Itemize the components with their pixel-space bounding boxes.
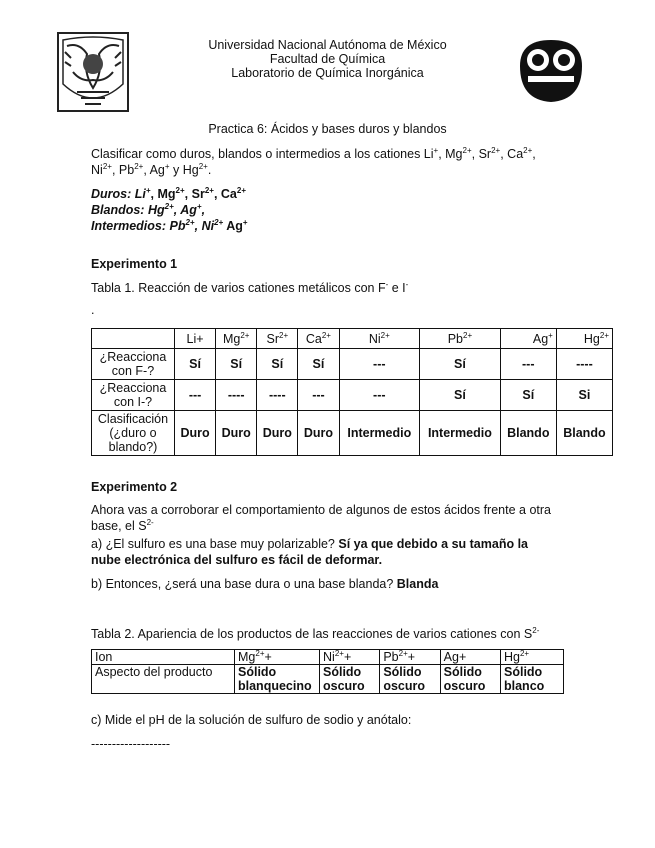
- answer-blandos: Blandos: $Hg^{2+}$, Ag+,: [91, 201, 206, 217]
- answer-dash-line: -------------------: [91, 737, 171, 751]
- table1-row-label: ¿Reacciona con I-?: [92, 380, 175, 411]
- table1-cell: ---: [298, 380, 339, 411]
- table1-cell: Blando: [556, 411, 612, 456]
- table2-header-pb: $Pb^{2+}+$: [380, 650, 440, 665]
- table2-cell: Sólido oscuro: [320, 665, 380, 694]
- unam-logo: [57, 32, 129, 112]
- table1-cell: ---: [339, 349, 420, 380]
- question-b: b) Entonces, ¿será una base dura o una base blanda? Blanda: [91, 577, 439, 591]
- answer-intermedios: Intermedios: $Pb^{2+}$, $Ni^{2+}$ Ag+: [91, 217, 248, 233]
- experiment1-heading: Experimento 1: [91, 257, 178, 271]
- table1-cell: ----: [257, 380, 298, 411]
- table1-cell: Si: [556, 380, 612, 411]
- question-a: a) ¿El sulfuro es una base muy polarizable? Sí ya que debido a su tamaño la nube electrónica del sulfuro es fácil de deformar.: [91, 537, 528, 567]
- table2-cell: Sólido oscuro: [440, 665, 500, 694]
- faculty-name: Facultad de Química: [269, 52, 386, 66]
- table1-cell: Duro: [216, 411, 257, 456]
- table1-cell: ----: [556, 349, 612, 380]
- table1-cation-reactions: [91, 328, 613, 456]
- table2-header-mg: $Mg^{2+}+$: [235, 650, 320, 665]
- facultad-quimica-logo: [516, 36, 586, 104]
- answer-duros: Duros: Li+, $Mg^{2+}$, $Sr^{2+}$, $Ca^{2+}$: [91, 185, 247, 201]
- table2-header-label: Ion: [92, 650, 235, 665]
- table2-row-aspect: [92, 665, 564, 694]
- table1-caption: Tabla 1. Reacción de varios cationes metálicos con F- e I-: [91, 279, 409, 295]
- table1-header-row: [92, 329, 613, 349]
- table2-cell: Sólido oscuro: [380, 665, 440, 694]
- question-c: c) Mide el pH de la solución de sulfuro de sodio y anótalo:: [91, 713, 412, 727]
- table2-header-ni: $Ni^{2+}+$: [320, 650, 380, 665]
- table2-product-appearance: [91, 649, 564, 694]
- lab-name: Laboratorio de Química Inorgánica: [231, 66, 424, 80]
- classification-answers: [91, 186, 581, 234]
- table2-cell: Sólido blanquecino: [235, 665, 320, 694]
- question-a-answer: Sí ya que debido a su tamaño la nube electrónica del sulfuro es fácil de deformar.: [91, 537, 528, 567]
- table1-header-ag: Ag+: [500, 329, 556, 349]
- table1-cell: Sí: [216, 349, 257, 380]
- table1-row-classification: [92, 411, 613, 456]
- table1-cell: Sí: [298, 349, 339, 380]
- table2-row-label: Aspecto del producto: [92, 665, 235, 694]
- university-name: Universidad Nacional Autónoma de México: [208, 38, 447, 52]
- table1-header-li: Li+: [175, 329, 216, 349]
- intro-paragraph: Clasificar como duros, blandos o intermedios a los cationes Li+, $Mg^{2+}$, $Sr^{2+}$, $Ca^{2+}$, $Ni^{2+}$, $Pb^{2+}$, Ag+ y $Hg^{2+}$.: [91, 145, 536, 177]
- document-header: [150, 38, 505, 80]
- table2-caption: Tabla 2. Apariencia de los productos de las reacciones de varios cationes con $S^{2-}$: [91, 625, 540, 641]
- table2-header-ag: Ag+: [440, 650, 500, 665]
- table1-header-ni: $Ni^{2+}$: [339, 329, 420, 349]
- table1-header-ca: $Ca^{2+}$: [298, 329, 339, 349]
- table1-cell: Sí: [420, 349, 501, 380]
- stray-dot: .: [91, 303, 95, 317]
- table1-cell: Blando: [500, 411, 556, 456]
- table1-cell: Duro: [298, 411, 339, 456]
- table1-cell: Sí: [500, 380, 556, 411]
- practice-title: Practica 6: Ácidos y bases duros y blandos: [208, 122, 447, 136]
- table1-corner-cell: [92, 329, 175, 349]
- table1-cell: Intermedio: [339, 411, 420, 456]
- table1-header-pb: $Pb^{2+}$: [420, 329, 501, 349]
- question-b-answer: Blanda: [396, 577, 439, 591]
- table1-header-sr: $Sr^{2+}$: [257, 329, 298, 349]
- table1-row-f: [92, 349, 613, 380]
- table1-cell: Sí: [420, 380, 501, 411]
- table1-cell: Sí: [257, 349, 298, 380]
- table2-header-row: [92, 650, 564, 665]
- table1-cell: ---: [500, 349, 556, 380]
- table1-cell: ---: [339, 380, 420, 411]
- experiment2-intro: Ahora vas a corroborar el comportamiento de algunos de estos ácidos frente a otra base, el $S^{2-}$: [91, 503, 551, 533]
- table2-cell: Sólido blanco: [501, 665, 564, 694]
- table1-cell: Intermedio: [420, 411, 501, 456]
- table1-row-i: [92, 380, 613, 411]
- experiment2-heading: Experimento 2: [91, 480, 178, 494]
- table1-header-mg: $Mg^{2+}$: [216, 329, 257, 349]
- table1-row-label: Clasificación (¿duro o blando?): [92, 411, 175, 456]
- table1-header-hg: $Hg^{2+}$: [556, 329, 612, 349]
- table1-row-label: ¿Reacciona con F-?: [92, 349, 175, 380]
- table1-cell: ----: [216, 380, 257, 411]
- table2-header-hg: $Hg^{2+}$: [501, 650, 564, 665]
- table1-cell: Duro: [257, 411, 298, 456]
- table1-cell: ---: [175, 380, 216, 411]
- table1-cell: Sí: [175, 349, 216, 380]
- table1-cell: Duro: [175, 411, 216, 456]
